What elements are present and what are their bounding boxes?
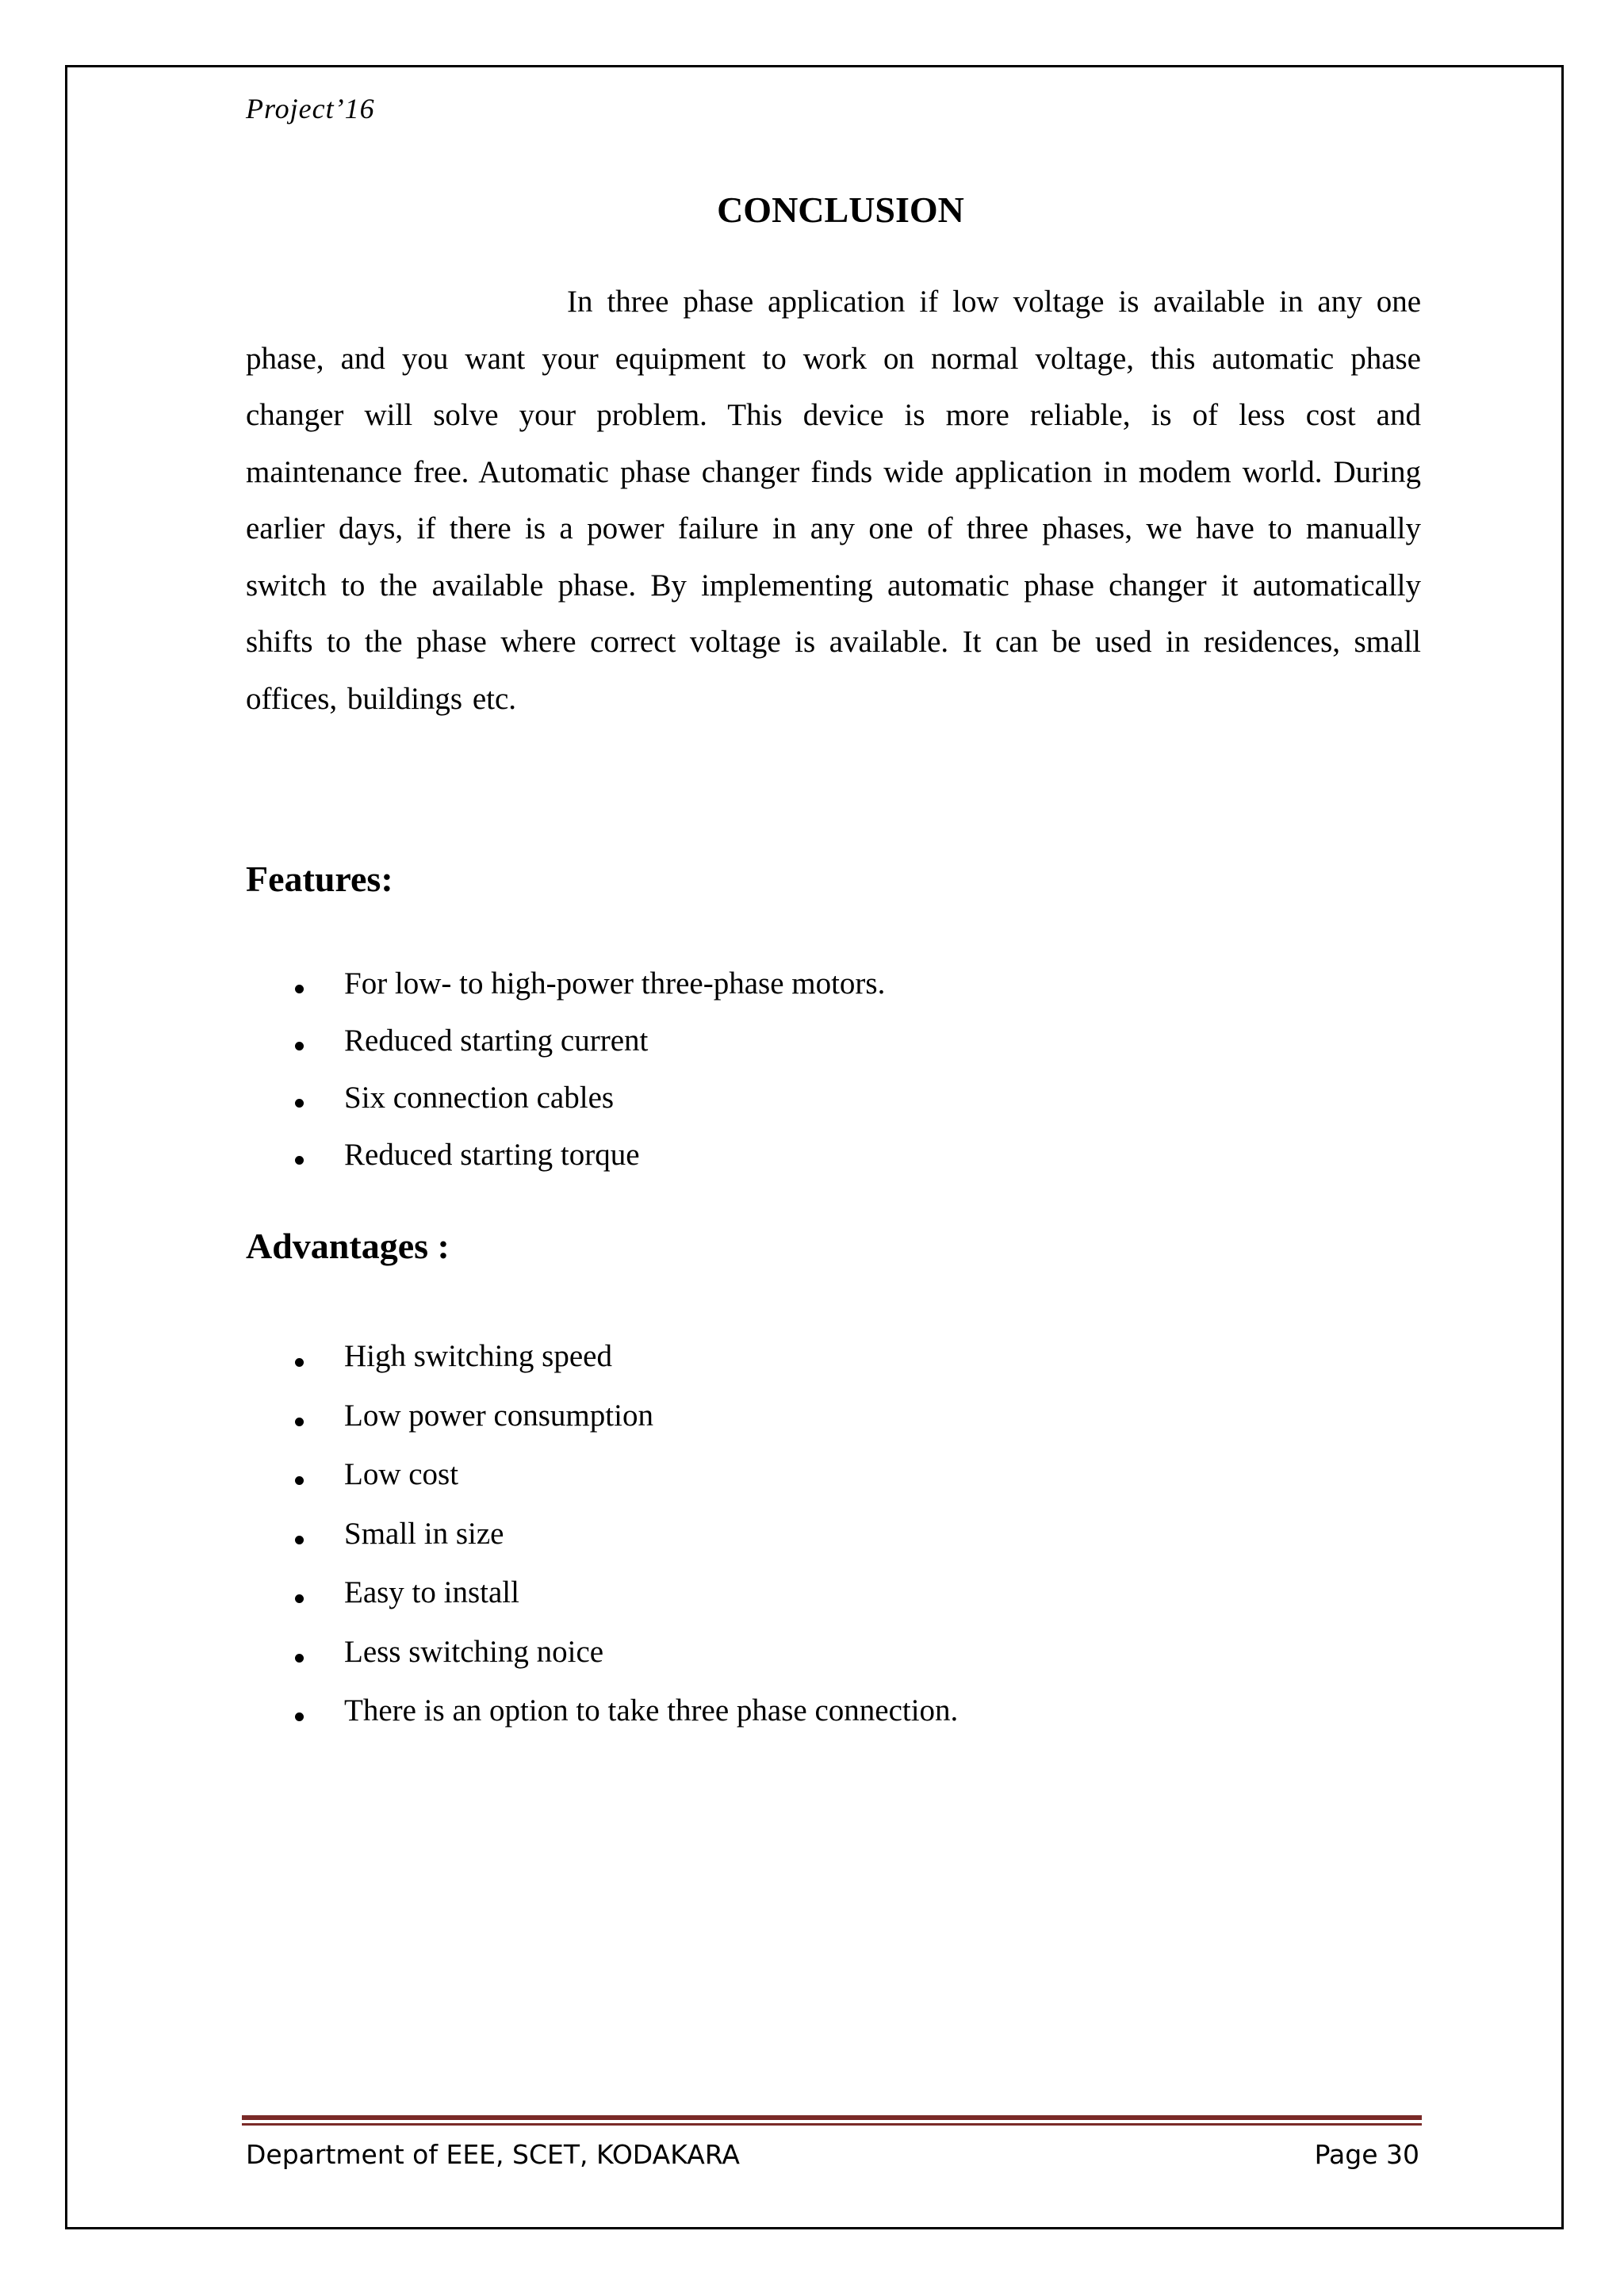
footer-department: Department of EEE, SCET, KODAKARA (246, 2139, 741, 2170)
conclusion-paragraph: In three phase application if low voltage is available in any one phase, and you want your equipment to work on normal voltage, this automatic phase changer will solve your problem. This device is more reliable, is of less cost and maintenance free. Automatic phase changer finds wide application in modem world. During earlier days, if there is a power failure in any one of three phases, we have to manually switch to the available phase. By implementing automatic phase changer it automatically shifts to the phase where correct voltage is available. It can be used in residences, small offices, buildings etc. (246, 285, 1421, 716)
list-item (246, 1016, 885, 1073)
list-item-text: Low cost (344, 1457, 459, 1491)
bullet-icon (295, 1712, 304, 1721)
list-item-text: Reduced starting torque (344, 1138, 640, 1172)
bullet-icon (295, 1594, 304, 1603)
bullet-icon (295, 1418, 304, 1426)
list-item (246, 959, 885, 1016)
list-item (246, 1131, 885, 1188)
bullet-icon (295, 1042, 304, 1050)
bullet-icon (295, 985, 304, 993)
bullet-icon (295, 1358, 304, 1367)
list-item-text: Easy to install (344, 1575, 519, 1609)
list-item (246, 1568, 958, 1628)
bullet-icon (295, 1654, 304, 1663)
list-item-text: High switching speed (344, 1339, 612, 1373)
footer-divider (242, 2115, 1422, 2126)
advantages-list (246, 1332, 958, 1746)
footer-rule-thin (242, 2123, 1422, 2126)
page-number: Page 30 (1314, 2139, 1419, 2170)
list-item (246, 1628, 958, 1687)
features-list (246, 959, 885, 1188)
page-title: CONCLUSION (717, 189, 964, 230)
list-item-text: Small in size (344, 1516, 504, 1551)
list-item (246, 1073, 885, 1131)
list-item (246, 1510, 958, 1569)
list-item (246, 1332, 958, 1391)
list-item (246, 1686, 958, 1746)
list-item (246, 1450, 958, 1510)
running-header: Project’16 (246, 93, 375, 124)
bullet-icon (295, 1156, 304, 1165)
list-item (246, 1391, 958, 1451)
list-item-text: There is an option to take three phase connection. (344, 1693, 959, 1728)
list-item-text: Less switching noice (344, 1634, 604, 1669)
list-item-text: Low power consumption (344, 1398, 653, 1433)
list-item-text: For low- to high-power three-phase motors. (344, 966, 886, 1001)
list-item-text: Six connection cables (344, 1081, 615, 1115)
bullet-icon (295, 1099, 304, 1108)
bullet-icon (295, 1536, 304, 1544)
features-heading: Features: (246, 859, 393, 899)
list-item-text: Reduced starting current (344, 1024, 649, 1058)
advantages-heading: Advantages : (246, 1226, 450, 1266)
bullet-icon (295, 1476, 304, 1485)
